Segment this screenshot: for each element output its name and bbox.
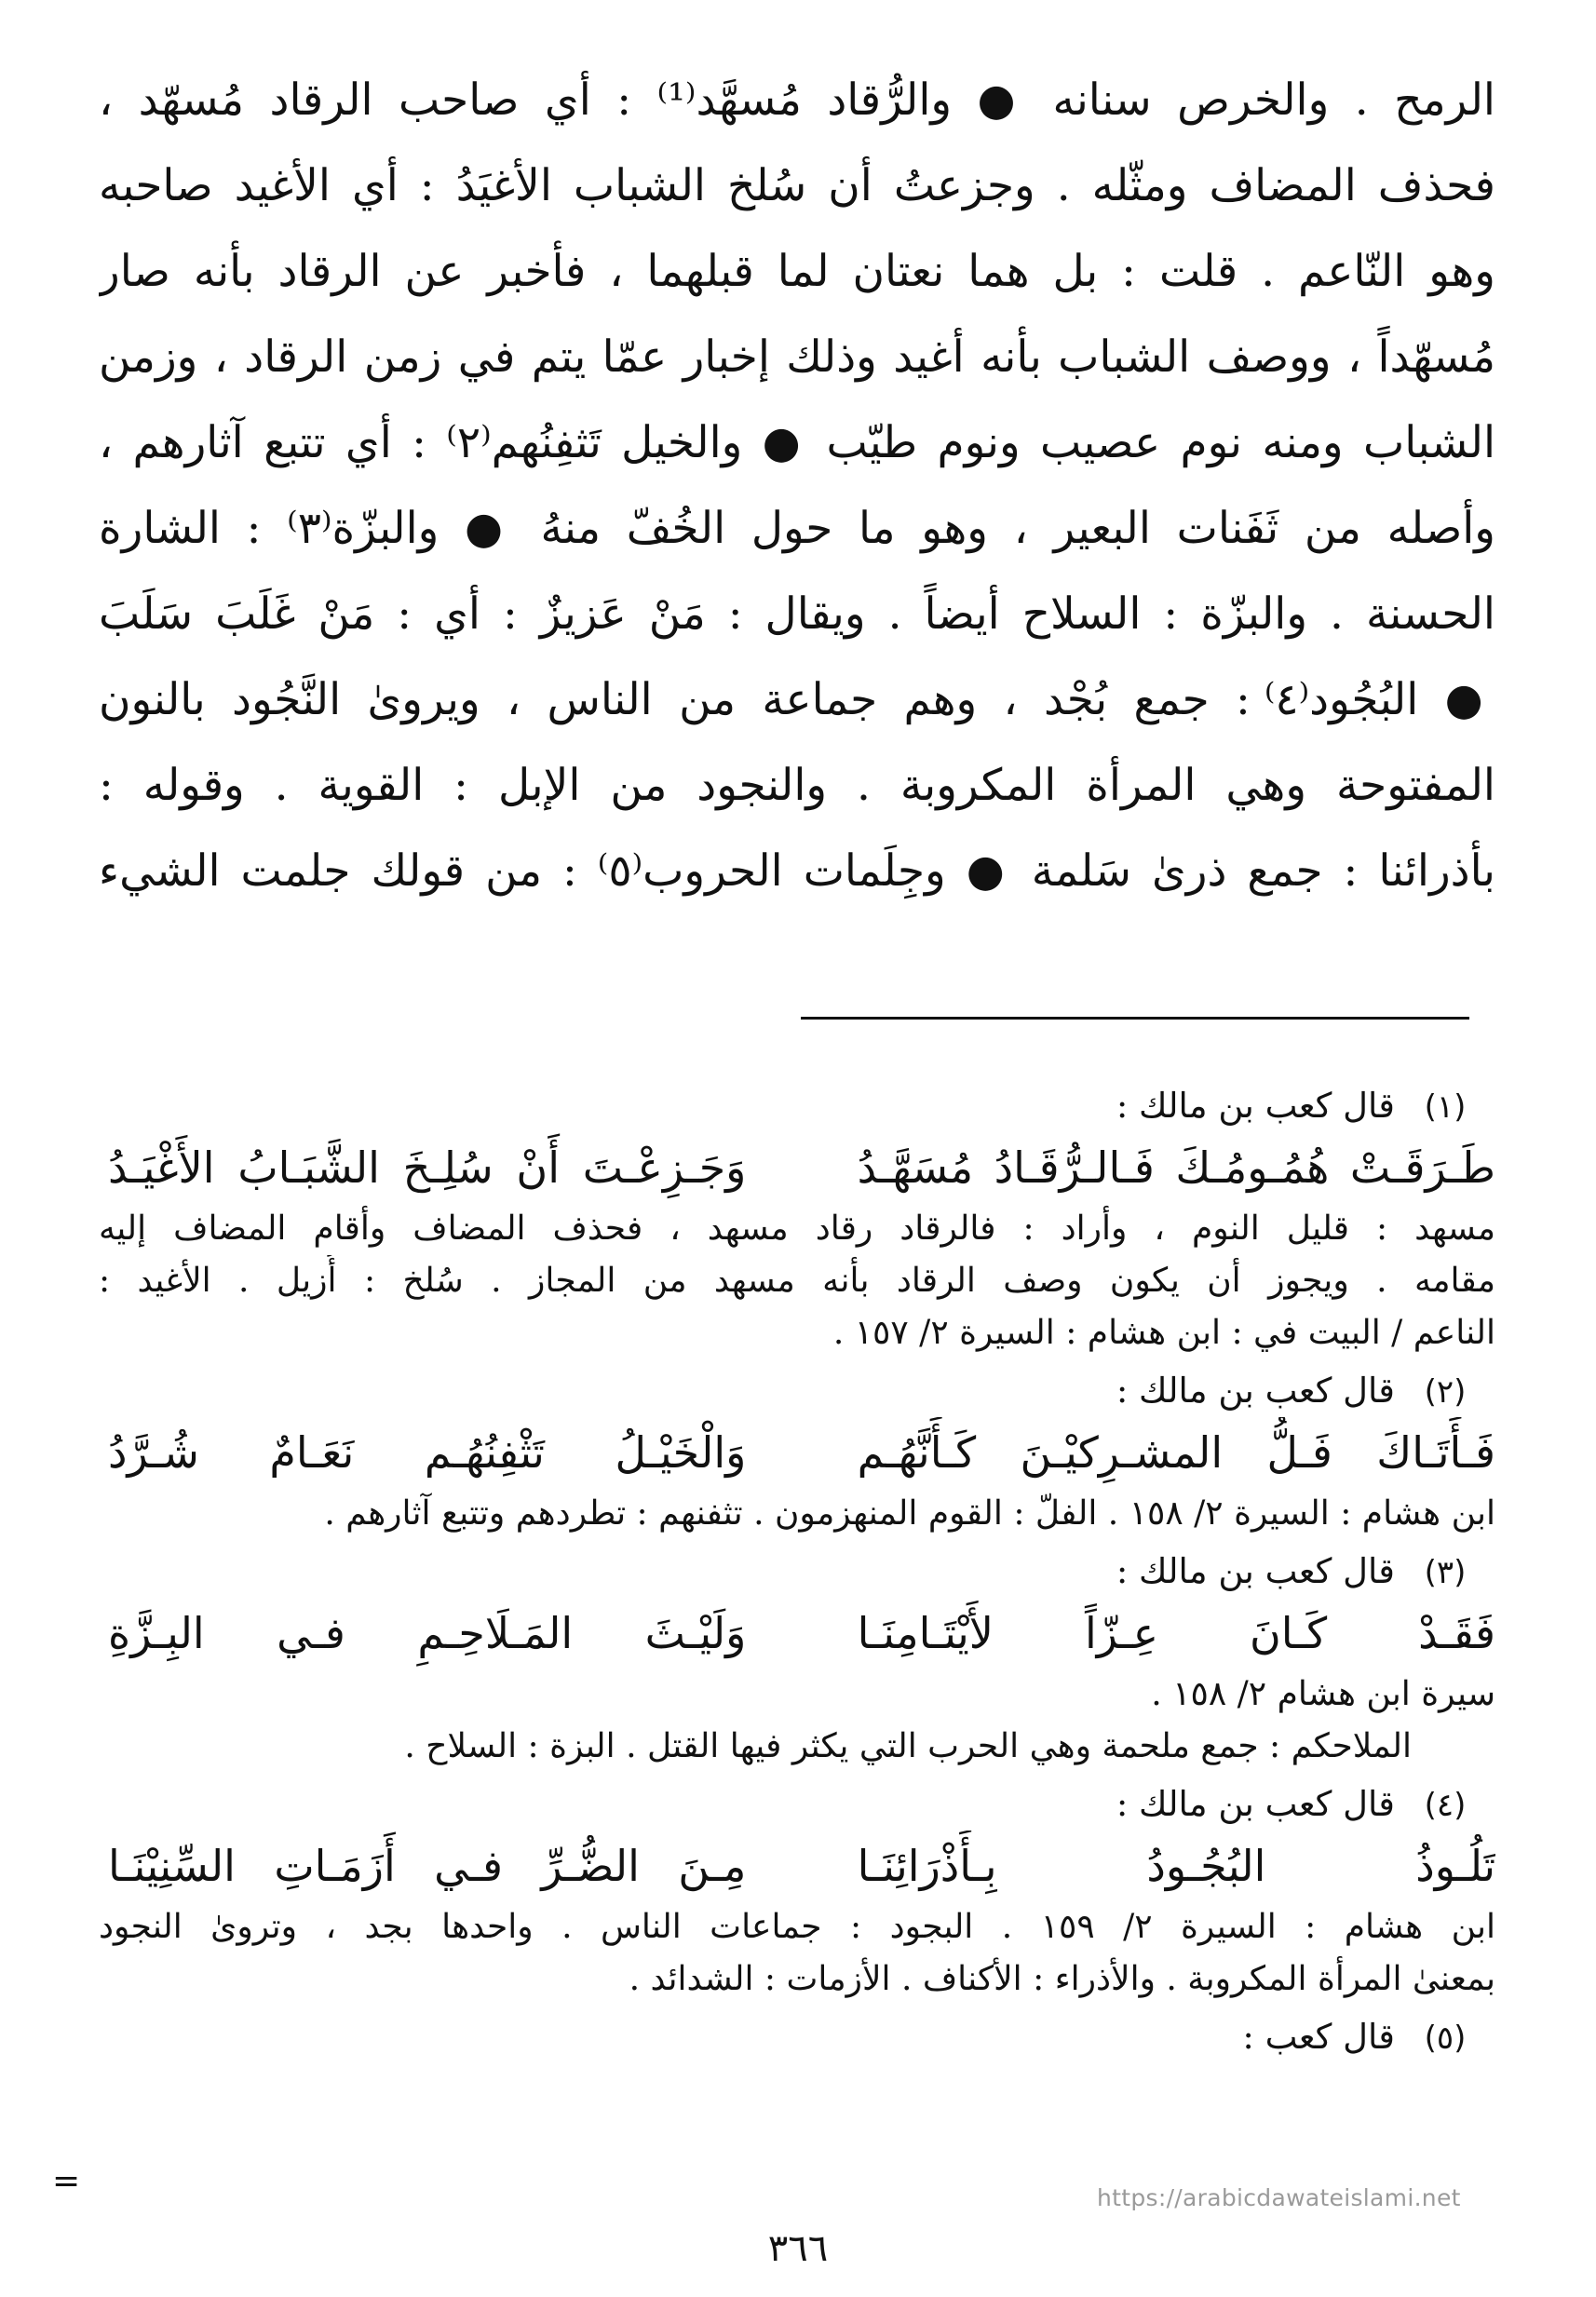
footnote-intro: قال كعب بن مالك : <box>1116 1371 1395 1411</box>
footnote-header <box>99 1546 1495 1598</box>
main-text-line: بأذرائنا : جمع ذرىٰ سَلمة ● وجِلَمات الحروب⁽٥⁾ : من قولك جلمت الشيء <box>99 845 1495 897</box>
footnote-header <box>99 1365 1495 1417</box>
main-text-line: المفتوحة وهي المرأة المكروبة . والنجود من الإبل : القوية . وقوله : <box>99 760 1495 811</box>
main-text-line: وهو النّاعم . قلت : بل هما نعتان لما قبلهما ، فأخبر عن الرقاد بأنه صار <box>99 246 1495 297</box>
footnote-4 <box>99 1778 1495 2006</box>
footnote-gloss-line: مسهد : قليل النوم ، وأراد : فالرقاد رقاد مسهد ، فحذف المضاف وأقام المضاف إليه <box>99 1209 1495 1248</box>
page-number: ٣٦٦ <box>767 2227 829 2270</box>
poetry-verse <box>99 1598 1495 1669</box>
footnote-number: (١) <box>1424 1088 1467 1126</box>
footnote-2 <box>99 1365 1495 1540</box>
verse-second-hemistich: وَلَيْـثَ المَـلَاحِـمِ فـي البِـزَّةِ <box>108 1608 747 1658</box>
footnote-header <box>99 1778 1495 1831</box>
footnote-gloss-line: بمعنىٰ المرأة المكروبة . والأذراء : الأكناف . الأزمات : الشدائد . <box>629 1960 1495 1998</box>
poetry-verse <box>99 1132 1495 1203</box>
footnote-number: (٢) <box>1424 1373 1467 1411</box>
footnote-gloss-line: الناعم / البيت في : ابن هشام : السيرة ٢/ ١٥٧ . <box>832 1314 1495 1352</box>
footnote-number: (٣) <box>1424 1554 1467 1591</box>
main-text-line: وأصله من ثَفَنات البعير ، وهو ما حول الخُفّ منهُ ● والبزّة⁽٣⁾ : الشارة <box>99 503 1495 554</box>
footnotes <box>99 1080 1495 2069</box>
footnote-intro: قال كعب بن مالك : <box>1116 1551 1395 1591</box>
footnote-gloss-line: الملاحكم : جمع ملحمة وهي الحرب التي يكثر فيها القتل . البزة : السلاح . <box>404 1727 1412 1765</box>
footnote-header <box>99 2011 1495 2063</box>
continuation-mark: = <box>52 2162 81 2200</box>
main-text-line: مُسهّداً ، ووصف الشباب بأنه أغيد وذلك إخبار عمّا يتم في زمن الرقاد ، وزمن <box>99 331 1495 383</box>
main-text-line: ● البُجُود⁽٤⁾ : جمع بُجْد ، وهم جماعة من الناس ، ويروىٰ النَّجُود بالنون <box>99 674 1495 725</box>
footnote-number: (٥) <box>1424 2020 1467 2057</box>
footnote-separator <box>801 1017 1469 1020</box>
verse-second-hemistich: وَالْخَيْـلُ تَثْفِنُهُـم نَعَـامٌ شُـرَّدُ <box>108 1427 747 1478</box>
verse-second-hemistich: وَجَـزِعْـتَ أَنْ سُلِـخَ الشَّبَـابُ الأَغْيَـدُ <box>108 1142 747 1193</box>
main-text <box>99 58 1495 914</box>
footnote-3 <box>99 1546 1495 1773</box>
footnote-gloss-line: سيرة ابن هشام ٢/ ١٥٨ . <box>1151 1675 1495 1713</box>
poetry-verse <box>99 1831 1495 1901</box>
poetry-verse <box>99 1417 1495 1488</box>
main-text-line: الشباب ومنه نوم عصيب ونوم طيّب ● والخيل تَثفِنُهم⁽٢⁾ : أي تتبع آثارهم ، <box>99 417 1495 468</box>
verse-first-hemistich: فَـأَتَـاكَ فَـلُّ المشـرِكيْـنَ كَـأَنَّهُـم <box>857 1427 1495 1478</box>
footnote-5 <box>99 2011 1495 2063</box>
footnote-1 <box>99 1080 1495 1359</box>
main-text-line: الحسنة . والبزّة : السلاح أيضاً . ويقال : مَنْ عَزيزٌ : أي : مَنْ غَلَبَ سَلَبَ <box>99 588 1495 640</box>
main-text-line: فحذف المضاف ومثّله . وجزعتُ أن سُلخ الشباب الأغيَدُ : أي الأغيد صاحبه <box>99 160 1495 211</box>
footnote-number: (٤) <box>1424 1787 1467 1824</box>
footnote-gloss-line: ابن هشام : السيرة ٢/ ١٥٨ . الفلّ : القوم المنهزمون . تثفنهم : تطردهم وتتبع آثارهم . <box>324 1494 1495 1533</box>
footnote-intro: قال كعب بن مالك : <box>1116 1086 1395 1126</box>
verse-first-hemistich: تَلُـوذُ البُجُـودُ بِـأَذْرَائِنَـا <box>857 1841 1495 1891</box>
footnote-gloss-line: مقامه . ويجوز أن يكون وصف الرقاد بأنه مسهد من المجاز . سُلخ : أُزيل . الأغيد : <box>99 1262 1495 1300</box>
verse-first-hemistich: طَـرَقَـتْ هُمُـومُـكَ فَـالـرُّقَـادُ مُسَهَّـدُ <box>857 1142 1495 1193</box>
footnote-intro: قال كعب : <box>1242 2017 1395 2057</box>
source-watermark: https://arabicdawateislami.net <box>1097 2184 1461 2211</box>
verse-first-hemistich: فَقَـدْ كَـانَ عِـزّاً لأَيْتَـامِنَـا <box>857 1608 1495 1658</box>
main-text-line: الرمح . والخرص سنانه ● والرُّقاد مُسهَّد⁽¹⁾ : أي صاحب الرقاد مُسهّد ، <box>99 74 1495 126</box>
footnote-gloss-line: ابن هشام : السيرة ٢/ ١٥٩ . البجود : جماعات الناس . واحدها بجد ، وتروىٰ النجود <box>99 1908 1495 1946</box>
footnote-intro: قال كعب بن مالك : <box>1116 1784 1395 1824</box>
verse-second-hemistich: مِـنَ الضُّـرِّ فـي أَزَمَـاتِ السِّنِيْنَـا <box>108 1841 747 1891</box>
footnote-header <box>99 1080 1495 1132</box>
